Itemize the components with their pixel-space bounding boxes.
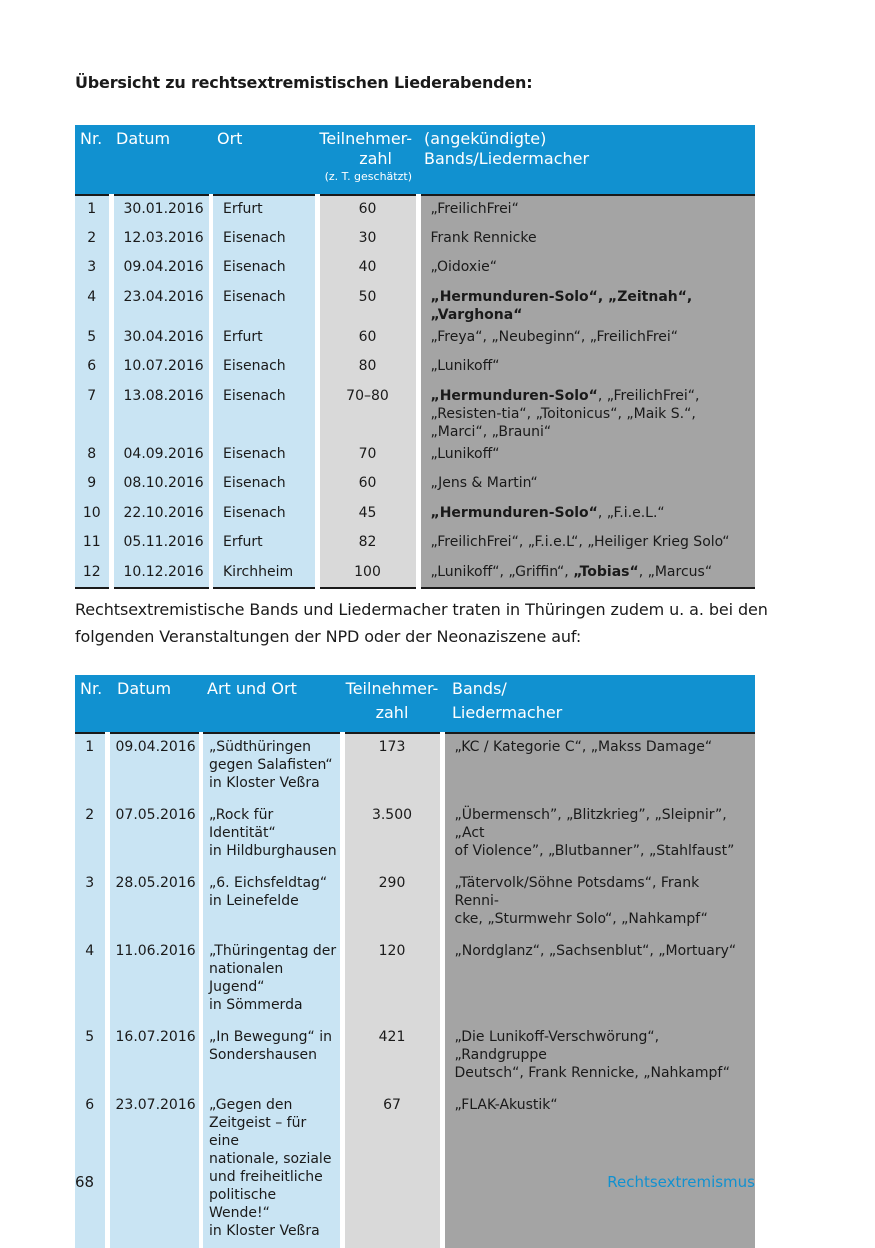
col-header-teilnehmerzahl bbox=[342, 675, 442, 733]
teil-header-line2: zahl bbox=[359, 149, 392, 168]
cell-art-und-ort bbox=[201, 938, 342, 1024]
cell-ort: Erfurt bbox=[211, 529, 317, 559]
cell-nr: 3 bbox=[75, 254, 111, 284]
bands-header-line1: Bands/ bbox=[452, 679, 507, 698]
table-row bbox=[75, 324, 755, 354]
cell-teilnehmerzahl: 60 bbox=[317, 195, 418, 225]
art-line: und freiheitliche bbox=[209, 1169, 323, 1185]
cell-nr: 1 bbox=[75, 733, 107, 802]
band-line: „KC / Kategorie C“, „Makss Damage“ bbox=[454, 739, 713, 755]
cell-datum: 30.01.2016 bbox=[111, 195, 211, 225]
art-line: Zeitgeist – für eine bbox=[209, 1115, 307, 1149]
band-text: „Hermunduren-Solo“ bbox=[430, 387, 598, 404]
cell-nr: 10 bbox=[75, 500, 111, 530]
teil-header-line1: Teilnehmer- bbox=[345, 679, 439, 698]
cell-nr: 4 bbox=[75, 284, 111, 324]
band-line: „Nordglanz“, „Sachsenblut“, „Mortuary“ bbox=[454, 943, 737, 959]
table-row bbox=[75, 870, 755, 938]
cell-nr: 6 bbox=[75, 1092, 107, 1248]
band-text: „FreilichFrei“ bbox=[430, 201, 519, 217]
cell-datum: 08.10.2016 bbox=[111, 470, 211, 500]
cell-teilnehmerzahl: 173 bbox=[342, 733, 442, 802]
cell-bands bbox=[418, 324, 755, 354]
band-text: „Lunikoff“ bbox=[430, 358, 500, 374]
cell-bands bbox=[418, 195, 755, 225]
band-text: „Jens & Martin“ bbox=[430, 475, 538, 491]
art-line: politische Wende!“ bbox=[209, 1187, 277, 1221]
cell-ort: Eisenach bbox=[211, 225, 317, 255]
cell-datum: 10.07.2016 bbox=[111, 353, 211, 383]
band-line: cke, „Sturmwehr Solo“, „Nahkampf“ bbox=[454, 911, 708, 927]
cell-teilnehmerzahl: 40 bbox=[317, 254, 418, 284]
cell-datum: 28.05.2016 bbox=[107, 870, 201, 938]
cell-nr: 8 bbox=[75, 441, 111, 471]
art-line: „Gegen den bbox=[209, 1097, 293, 1113]
table-row bbox=[75, 195, 755, 225]
cell-teilnehmerzahl: 120 bbox=[342, 938, 442, 1024]
art-line: nationalen Jugend“ bbox=[209, 961, 284, 995]
table-row bbox=[75, 559, 755, 589]
cell-nr: 3 bbox=[75, 870, 107, 938]
cell-datum: 09.04.2016 bbox=[107, 733, 201, 802]
cell-teilnehmerzahl: 421 bbox=[342, 1024, 442, 1092]
band-text: „Freya“, „Neubeginn“, „FreilichFrei“ bbox=[430, 328, 679, 345]
table-row bbox=[75, 254, 755, 284]
band-text: „Hermunduren-Solo“, „Zeitnah“, „Varghona“ bbox=[430, 288, 693, 323]
table-row bbox=[75, 938, 755, 1024]
art-line: in Kloster Veßra bbox=[209, 1223, 320, 1239]
cell-art-und-ort bbox=[201, 1024, 342, 1092]
cell-teilnehmerzahl: 3.500 bbox=[342, 802, 442, 870]
art-line: in Kloster Veßra bbox=[209, 775, 320, 791]
art-line: in Leinefelde bbox=[209, 893, 299, 909]
cell-nr: 11 bbox=[75, 529, 111, 559]
band-line: Deutsch“, Frank Rennicke, „Nahkampf“ bbox=[454, 1065, 731, 1081]
table-row bbox=[75, 1024, 755, 1092]
table-row bbox=[75, 225, 755, 255]
cell-ort: Eisenach bbox=[211, 500, 317, 530]
col-header-datum: Datum bbox=[111, 125, 211, 195]
band-text: „Hermunduren-Solo“ bbox=[430, 504, 598, 521]
col-header-nr: Nr. bbox=[75, 125, 111, 195]
cell-ort: Eisenach bbox=[211, 441, 317, 471]
art-line: in Sömmerda bbox=[209, 997, 303, 1013]
band-text: „Tobias“ bbox=[573, 563, 639, 580]
cell-datum: 09.04.2016 bbox=[111, 254, 211, 284]
cell-bands bbox=[418, 529, 755, 559]
cell-bands bbox=[442, 1024, 755, 1092]
table-row bbox=[75, 733, 755, 802]
cell-nr: 7 bbox=[75, 383, 111, 441]
cell-art-und-ort bbox=[201, 802, 342, 870]
col-header-art-und-ort: Art und Ort bbox=[201, 675, 342, 733]
col-header-ort: Ort bbox=[211, 125, 317, 195]
teil-header-note: (z. T. geschätzt) bbox=[324, 170, 412, 183]
band-text: Frank Rennicke bbox=[430, 229, 537, 246]
cell-nr: 1 bbox=[75, 195, 111, 225]
table-row bbox=[75, 353, 755, 383]
table-row bbox=[75, 1092, 755, 1248]
cell-bands bbox=[418, 225, 755, 255]
band-text: „Lunikoff“ bbox=[430, 445, 500, 462]
table-row bbox=[75, 383, 755, 441]
col-header-bands bbox=[418, 125, 755, 195]
cell-datum: 10.12.2016 bbox=[111, 559, 211, 589]
cell-art-und-ort bbox=[201, 870, 342, 938]
col-header-nr: Nr. bbox=[75, 675, 107, 733]
cell-nr: 2 bbox=[75, 802, 107, 870]
cell-bands bbox=[418, 559, 755, 589]
cell-teilnehmerzahl: 100 bbox=[317, 559, 418, 589]
cell-datum: 16.07.2016 bbox=[107, 1024, 201, 1092]
cell-datum: 04.09.2016 bbox=[111, 441, 211, 471]
cell-nr: 6 bbox=[75, 353, 111, 383]
art-line: „Rock für Identität“ bbox=[209, 807, 276, 841]
cell-datum: 30.04.2016 bbox=[111, 324, 211, 354]
cell-nr: 2 bbox=[75, 225, 111, 255]
cell-datum: 07.05.2016 bbox=[107, 802, 201, 870]
cell-bands bbox=[442, 733, 755, 802]
cell-teilnehmerzahl: 60 bbox=[317, 470, 418, 500]
col-header-bands bbox=[442, 675, 755, 733]
band-line: „FLAK-Akustik“ bbox=[454, 1097, 558, 1113]
cell-teilnehmerzahl: 30 bbox=[317, 225, 418, 255]
table-liederabende bbox=[75, 125, 755, 589]
cell-ort: Eisenach bbox=[211, 383, 317, 441]
cell-datum: 23.07.2016 bbox=[107, 1092, 201, 1248]
cell-datum: 05.11.2016 bbox=[111, 529, 211, 559]
cell-nr: 5 bbox=[75, 324, 111, 354]
intro-paragraph: Rechtsextremistische Bands und Liedermacher traten in Thüringen zudem u. a. bei den folgenden Veranstaltungen der NPD oder der Neonaziszene auf: bbox=[75, 600, 768, 646]
art-line: gegen Salafisten“ bbox=[209, 757, 333, 773]
cell-nr: 12 bbox=[75, 559, 111, 589]
cell-datum: 22.10.2016 bbox=[111, 500, 211, 530]
cell-ort: Eisenach bbox=[211, 353, 317, 383]
table-row bbox=[75, 284, 755, 324]
art-line: „Südthüringen bbox=[209, 739, 312, 755]
cell-teilnehmerzahl: 60 bbox=[317, 324, 418, 354]
bands-header-line2: Liedermacher bbox=[452, 703, 563, 722]
cell-ort: Kirchheim bbox=[211, 559, 317, 589]
cell-nr: 5 bbox=[75, 1024, 107, 1092]
teil-header-line2: zahl bbox=[375, 703, 409, 722]
cell-nr: 4 bbox=[75, 938, 107, 1024]
col-header-datum: Datum bbox=[107, 675, 201, 733]
cell-teilnehmerzahl: 50 bbox=[317, 284, 418, 324]
section-title: Rechtsextremismus bbox=[607, 1173, 755, 1191]
cell-ort: Eisenach bbox=[211, 470, 317, 500]
page-heading: Übersicht zu rechtsextremistischen Liederabenden: bbox=[75, 73, 533, 92]
art-line: „6. Eichsfeldtag“ bbox=[209, 875, 328, 891]
cell-teilnehmerzahl: 80 bbox=[317, 353, 418, 383]
cell-art-und-ort bbox=[201, 1092, 342, 1248]
table-veranstaltungen bbox=[75, 675, 755, 1248]
band-text: , „Marcus“ bbox=[638, 563, 713, 580]
band-text: „Oidoxie“ bbox=[430, 259, 497, 275]
cell-teilnehmerzahl: 45 bbox=[317, 500, 418, 530]
cell-bands bbox=[418, 284, 755, 324]
cell-nr: 9 bbox=[75, 470, 111, 500]
cell-teilnehmerzahl: 70 bbox=[317, 441, 418, 471]
bands-header-line2: Bands/Liedermacher bbox=[424, 149, 590, 168]
cell-bands bbox=[442, 802, 755, 870]
cell-bands bbox=[418, 470, 755, 500]
band-line: „Tätervolk/Söhne Potsdams“, Frank Renni- bbox=[454, 875, 700, 909]
cell-art-und-ort bbox=[201, 733, 342, 802]
cell-teilnehmerzahl: 290 bbox=[342, 870, 442, 938]
cell-bands bbox=[418, 441, 755, 471]
cell-ort: Erfurt bbox=[211, 324, 317, 354]
band-text: „Lunikoff“, „Griffin“, bbox=[430, 563, 574, 580]
col-header-teilnehmerzahl bbox=[317, 125, 418, 195]
band-text: „FreilichFrei“, „F.i.e.L“, „Heiliger Krieg Solo“ bbox=[430, 534, 730, 550]
art-line: Sondershausen bbox=[209, 1047, 317, 1063]
cell-bands bbox=[442, 1092, 755, 1248]
table2-header-row bbox=[75, 675, 755, 733]
table-row bbox=[75, 529, 755, 559]
art-line: nationale, soziale bbox=[209, 1151, 332, 1167]
cell-datum: 23.04.2016 bbox=[111, 284, 211, 324]
cell-bands bbox=[442, 938, 755, 1024]
band-line: „Übermensch”, „Blitzkrieg”, „Sleipnir”, „Act bbox=[454, 807, 727, 841]
band-text: , „FreilichFrei“, „Resisten-tia“, „Toitonicus“, „Maik S.“, „Marci“, „Brauni“ bbox=[430, 387, 700, 440]
art-line: „Thüringentag der bbox=[209, 943, 337, 959]
cell-bands bbox=[418, 500, 755, 530]
cell-ort: Erfurt bbox=[211, 195, 317, 225]
cell-teilnehmerzahl: 70–80 bbox=[317, 383, 418, 441]
cell-ort: Eisenach bbox=[211, 284, 317, 324]
cell-datum: 11.06.2016 bbox=[107, 938, 201, 1024]
table1-header-row bbox=[75, 125, 755, 195]
table-row bbox=[75, 802, 755, 870]
page-number: 68 bbox=[75, 1173, 95, 1191]
cell-bands bbox=[418, 353, 755, 383]
cell-teilnehmerzahl: 82 bbox=[317, 529, 418, 559]
table-row bbox=[75, 470, 755, 500]
cell-datum: 13.08.2016 bbox=[111, 383, 211, 441]
cell-bands bbox=[418, 383, 755, 441]
table-row bbox=[75, 441, 755, 471]
cell-teilnehmerzahl: 67 bbox=[342, 1092, 442, 1248]
cell-datum: 12.03.2016 bbox=[111, 225, 211, 255]
cell-bands bbox=[442, 870, 755, 938]
cell-bands bbox=[418, 254, 755, 284]
band-line: of Violence”, „Blutbanner”, „Stahlfaust” bbox=[454, 843, 735, 859]
teil-header-line1: Teilnehmer- bbox=[319, 129, 412, 148]
band-line: „Die Lunikoff-Verschwörung“, „Randgruppe bbox=[454, 1029, 660, 1063]
table-row bbox=[75, 500, 755, 530]
bands-header-line1: (angekündigte) bbox=[424, 129, 547, 148]
band-text: , „F.i.e.L.“ bbox=[597, 504, 665, 521]
cell-ort: Eisenach bbox=[211, 254, 317, 284]
art-line: in Hildburghausen bbox=[209, 843, 337, 859]
art-line: „In Bewegung“ in bbox=[209, 1029, 332, 1045]
